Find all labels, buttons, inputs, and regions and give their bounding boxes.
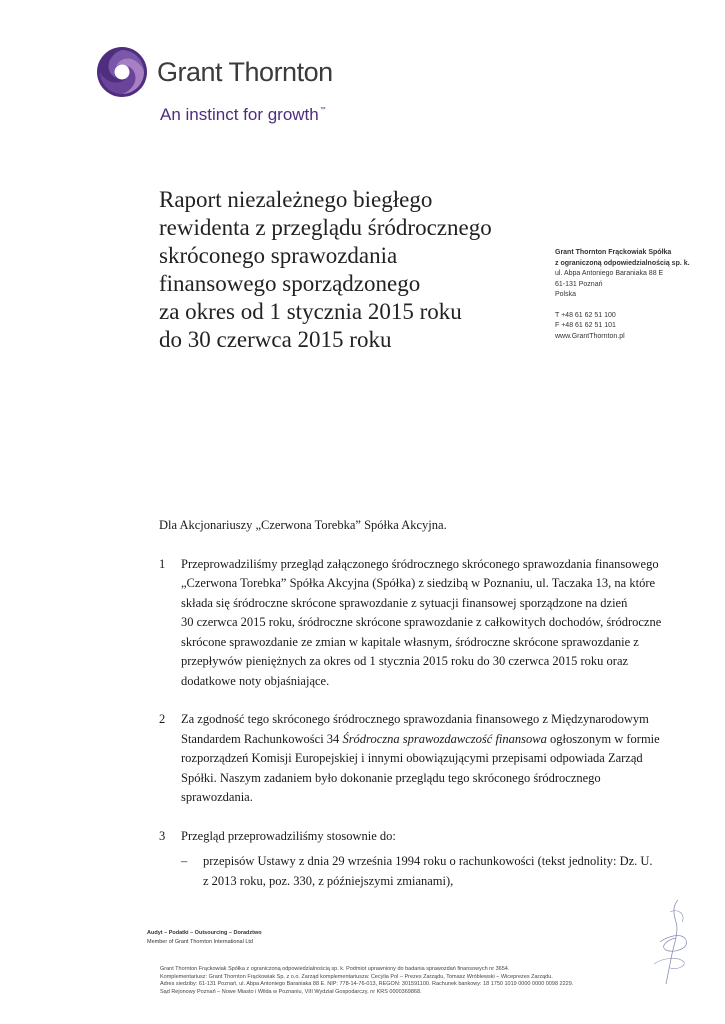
paragraph-number: 1 xyxy=(159,556,166,571)
title-line: skróconego sprawozdania xyxy=(159,243,398,268)
standard-title: Śródroczna sprawozdawczość finansowa xyxy=(342,731,547,746)
member-line: Member of Grant Thornton International Ltd xyxy=(147,939,253,945)
paragraph-number: 3 xyxy=(159,828,166,843)
paragraph-line: 30 czerwca 2015 roku, śródroczne skrócone sprawozdanie z całkowitych dochodów, śródroczne xyxy=(181,615,662,629)
legal-line: Grant Thornton Frąckowiak Spółka z ograniczoną odpowiedzialnością sp. k. Podmiot uprawniony do badania sprawozdań finansowych nr 3654. xyxy=(160,966,510,972)
company-address xyxy=(555,248,690,342)
trademark-mark: ™ xyxy=(319,107,326,113)
paragraph-line: skrócone sprawozdanie ze zmian w kapitale własnym, śródroczne skrócone sprawozdanie z xyxy=(181,634,639,649)
paragraph-line: Przeprowadziliśmy przegląd załączonego śródrocznego skróconego sprawozdania finansowego xyxy=(181,556,659,571)
footer-legal xyxy=(160,966,573,996)
text-run: Standardem Rachunkowości 34 xyxy=(181,731,343,746)
brand-name: Grant Thornton xyxy=(157,57,333,87)
address-website: www.GrantThornton.pl xyxy=(555,332,625,340)
address-city: 61-131 Poznań xyxy=(555,280,603,288)
address-country: Polska xyxy=(555,291,577,298)
paragraph-line: składa się śródroczne skrócone sprawozdanie z sytuacji finansowej sporządzone na dzień xyxy=(181,595,628,610)
footer-services xyxy=(147,929,262,947)
title-line: za okres od 1 stycznia 2015 roku xyxy=(159,299,462,324)
title-line: finansowego sporządzonego xyxy=(159,271,421,296)
paragraph-line: sprawozdania. xyxy=(181,790,253,804)
paragraph-line: rozporządzeń Komisji Europejskiej i innymi obowiązującymi przepisami odpowiada Zarząd xyxy=(181,751,643,765)
text-run: ogłoszonym w formie xyxy=(546,731,660,746)
paragraph-2 xyxy=(159,710,684,808)
report-body xyxy=(159,516,684,891)
paragraph-number: 2 xyxy=(159,712,166,726)
address-phone: T +48 61 62 51 100 xyxy=(555,311,616,319)
address-fax: F +48 61 62 51 101 xyxy=(555,322,616,329)
dash-bullet: – xyxy=(181,854,188,868)
paragraph-line: przepływów pieniężnych za okres od 1 stycznia 2015 roku do 30 czerwca 2015 roku oraz xyxy=(181,654,629,668)
brand-tagline xyxy=(160,105,326,125)
tagline-text: An instinct for growth xyxy=(160,105,319,124)
title-line: Raport niezależnego biegłego xyxy=(159,187,433,212)
paragraph-1 xyxy=(159,555,684,692)
greeting: Dla Akcjonariuszy „Czerwona Torebka” Spółka Akcyjna. xyxy=(159,518,447,532)
paragraph-line: dodatkowe noty objaśniające. xyxy=(181,673,330,688)
legal-line: Sąd Rejonowy Poznań – Nowe Miasto i Wilda w Poznaniu, VIII Wydział Gospodarczy, nr KRS 0000369868. xyxy=(160,988,422,995)
paragraph-line xyxy=(181,730,684,750)
address-company-form: z ograniczoną odpowiedzialnością sp. k. xyxy=(555,259,690,267)
signature-image xyxy=(648,892,693,992)
list-item xyxy=(181,852,684,891)
paragraph-line: Za zgodność tego skróconego śródrocznego sprawozdania finansowego z Międzynarodowym xyxy=(181,712,649,726)
address-street: ul. Abpa Antoniego Baraniaka 88 E xyxy=(555,270,664,277)
list-item-line: przepisów Ustawy z dnia 29 września 1994 roku o rachunkowości (tekst jednolity: Dz. U. xyxy=(203,854,653,868)
paragraph-line: Przegląd przeprowadziliśmy stosownie do: xyxy=(181,828,396,843)
paragraph-3 xyxy=(159,827,684,892)
services-line: Audyt – Podatki – Outsourcing – Doradztwo xyxy=(147,930,262,936)
report-title xyxy=(159,186,549,354)
title-line: do 30 czerwca 2015 roku xyxy=(159,327,392,352)
list-item-line: z 2013 roku, poz. 330, z późniejszymi zmianami), xyxy=(203,873,454,888)
address-company: Grant Thornton Frąckowiak Spółka xyxy=(555,249,672,256)
grant-thornton-logo-icon xyxy=(96,46,148,98)
title-line: rewidenta z przeglądu śródrocznego xyxy=(159,215,492,240)
paragraph-line: „Czerwona Torebka” Spółka Akcyjna (Spółka) z siedzibą w Poznaniu, ul. Taczaka 13, na które xyxy=(181,576,656,590)
legal-line: Adres siedziby: 61-131 Poznań, ul. Abpa Antoniego Baraniaka 88 E. NIP: 778-14-76-013, REGON: 301591100. Rachunek bankowy: 18 1750 1019 0000 0000 0098 2229. xyxy=(160,981,574,987)
legal-line: Komplementariusz: Grant Thornton Frąckowiak Sp. z o.o. Zarząd komplementariusza: Cecylia Pol – Prezes Zarządu, Tomasz Wróblewski – Wiceprezes Zarządu. xyxy=(160,973,553,980)
paragraph-line: Spółki. Naszym zadaniem było dokonanie przeglądu tego skróconego śródrocznego xyxy=(181,770,601,785)
